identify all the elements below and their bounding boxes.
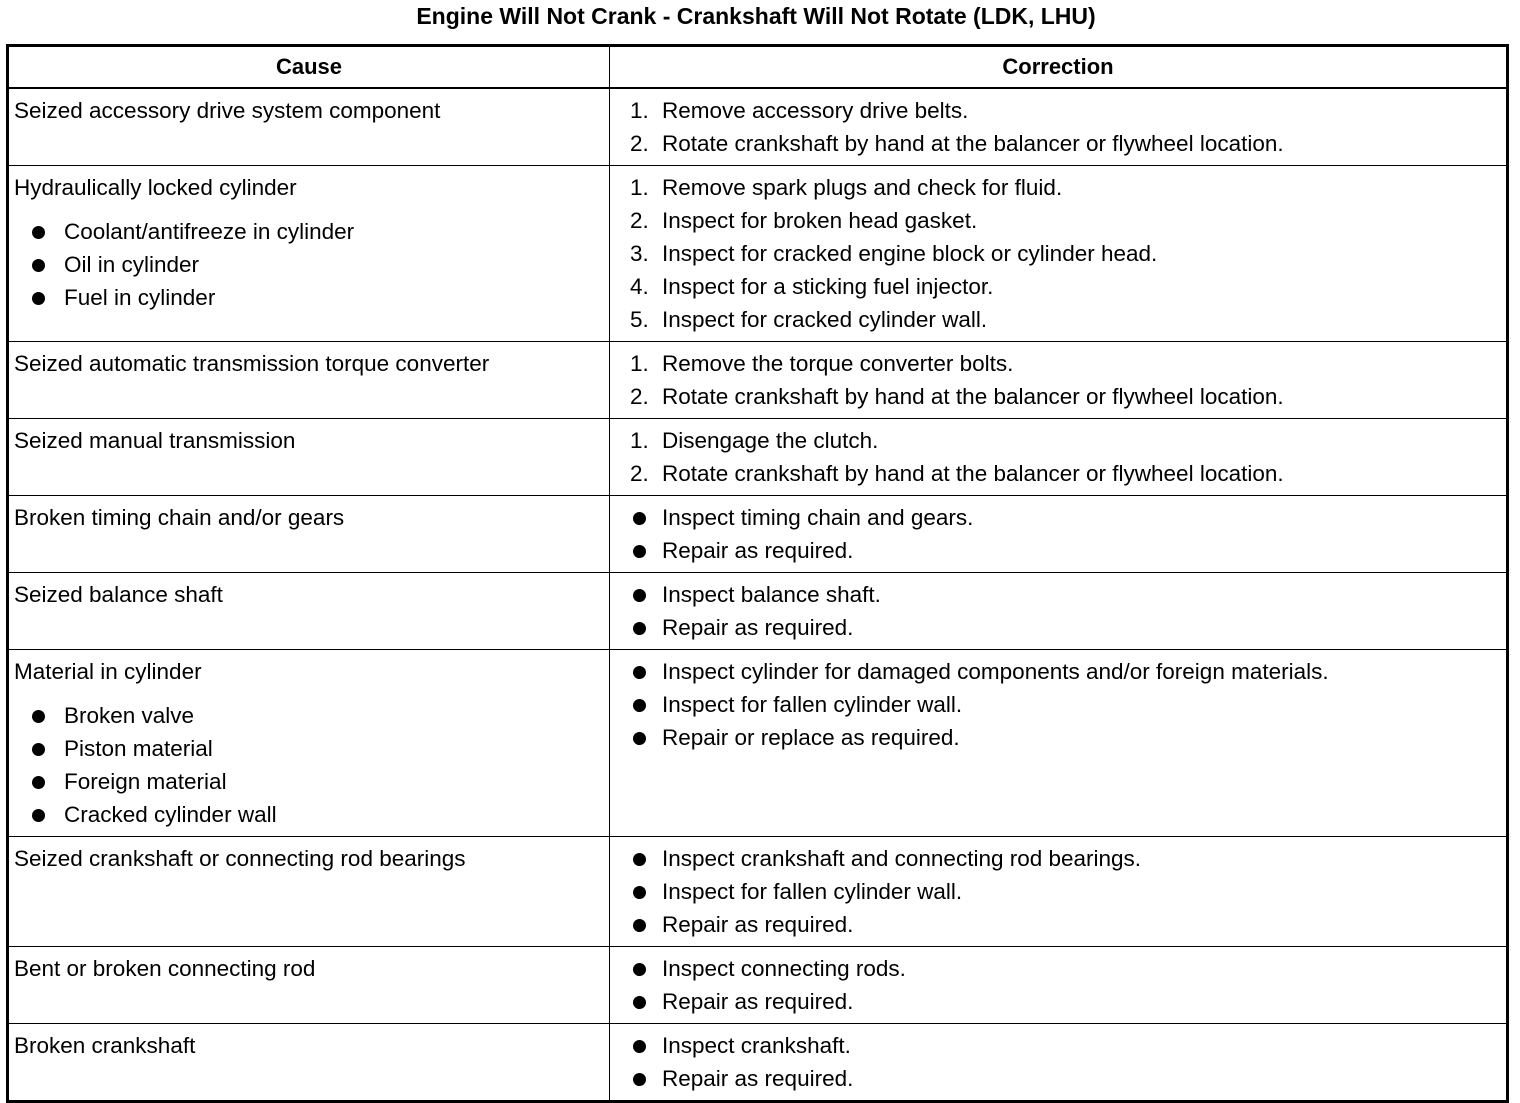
step-text: Inspect for fallen cylinder wall.: [662, 692, 963, 717]
correction-cell: [610, 573, 1508, 650]
correction-step: [630, 380, 1500, 413]
cause-text: Seized balance shaft: [14, 582, 223, 607]
step-text: Inspect for fallen cylinder wall.: [662, 879, 963, 904]
correction-step: [630, 204, 1500, 237]
correction-cell: [610, 88, 1508, 166]
numbered-step-list: [630, 347, 1500, 413]
step-number: 2.: [630, 208, 649, 233]
cause-text: Seized accessory drive system component: [14, 98, 441, 123]
cause-cell: [8, 88, 610, 166]
cause-cell: [8, 496, 610, 573]
step-text: Repair as required.: [662, 538, 854, 563]
cause-text: Material in cylinder: [14, 659, 202, 684]
step-text: Inspect for cracked cylinder wall.: [662, 307, 988, 332]
table-row: [8, 496, 1508, 573]
cause-cell: [8, 1024, 610, 1102]
cause-sub-list: [14, 699, 603, 831]
table-row: [8, 837, 1508, 947]
step-text: Inspect cylinder for damaged components and/or foreign materials.: [662, 659, 1329, 684]
correction-step: [630, 237, 1500, 270]
numbered-step-list: [630, 171, 1500, 336]
bulleted-step-list: [630, 1029, 1500, 1095]
step-text: Rotate crankshaft by hand at the balancer or flywheel location.: [662, 461, 1284, 486]
correction-step: [630, 688, 1500, 721]
correction-step: [630, 985, 1500, 1018]
step-text: Repair as required.: [662, 1066, 854, 1091]
correction-cell: [610, 947, 1508, 1024]
step-text: Remove the torque converter bolts.: [662, 351, 1014, 376]
cause-text: Bent or broken connecting rod: [14, 956, 316, 981]
step-number: 1.: [630, 351, 649, 376]
step-number: 1.: [630, 175, 649, 200]
page-title: Engine Will Not Crank - Crankshaft Will Not Rotate (LDK, LHU): [416, 3, 1096, 29]
bulleted-step-list: [630, 578, 1500, 644]
bulleted-step-list: [630, 842, 1500, 941]
step-text: Repair as required.: [662, 912, 854, 937]
cause-sub-item: Coolant/antifreeze in cylinder: [32, 215, 603, 248]
step-number: 3.: [630, 241, 649, 266]
correction-step: [630, 501, 1500, 534]
cause-cell: [8, 573, 610, 650]
correction-cell: [610, 1024, 1508, 1102]
header-cause: Cause: [8, 46, 610, 89]
table-row: [8, 342, 1508, 419]
correction-cell: [610, 650, 1508, 837]
correction-step: [630, 1062, 1500, 1095]
correction-cell: [610, 166, 1508, 342]
correction-step: [630, 424, 1500, 457]
table-row: [8, 88, 1508, 166]
table-body: [8, 88, 1508, 1102]
step-text: Repair or replace as required.: [662, 725, 960, 750]
troubleshooting-table: [6, 44, 1509, 1103]
cause-cell: [8, 166, 610, 342]
correction-step: [630, 952, 1500, 985]
step-text: Repair as required.: [662, 615, 854, 640]
cause-cell: [8, 342, 610, 419]
correction-step: [630, 655, 1500, 688]
step-text: Inspect crankshaft.: [662, 1033, 851, 1058]
bulleted-step-list: [630, 655, 1500, 754]
step-text: Remove spark plugs and check for fluid.: [662, 175, 1063, 200]
correction-cell: [610, 342, 1508, 419]
step-text: Inspect for a sticking fuel injector.: [662, 274, 994, 299]
step-text: Rotate crankshaft by hand at the balancer or flywheel location.: [662, 131, 1284, 156]
step-text: Inspect for broken head gasket.: [662, 208, 978, 233]
step-number: 1.: [630, 98, 649, 123]
cause-text: Seized manual transmission: [14, 428, 296, 453]
table-row: [8, 573, 1508, 650]
correction-step: [630, 842, 1500, 875]
correction-step: [630, 1029, 1500, 1062]
cause-text: Seized crankshaft or connecting rod bearings: [14, 846, 466, 871]
correction-step: [630, 611, 1500, 644]
correction-cell: [610, 496, 1508, 573]
correction-step: [630, 534, 1500, 567]
step-number: 1.: [630, 428, 649, 453]
step-text: Rotate crankshaft by hand at the balancer or flywheel location.: [662, 384, 1284, 409]
cause-text: Seized automatic transmission torque converter: [14, 351, 490, 376]
correction-step: [630, 578, 1500, 611]
cause-sub-item: Piston material: [32, 732, 603, 765]
step-text: Inspect balance shaft.: [662, 582, 881, 607]
cause-sub-list: [14, 215, 603, 314]
cause-text: Broken timing chain and/or gears: [14, 505, 345, 530]
correction-step: [630, 171, 1500, 204]
header-correction: Correction: [610, 46, 1508, 89]
step-number: 2.: [630, 131, 649, 156]
correction-step: [630, 127, 1500, 160]
cause-text: Hydraulically locked cylinder: [14, 175, 297, 200]
cause-cell: [8, 650, 610, 837]
correction-step: [630, 721, 1500, 754]
step-number: 5.: [630, 307, 649, 332]
cause-cell: [8, 837, 610, 947]
step-number: 2.: [630, 461, 649, 486]
step-number: 2.: [630, 384, 649, 409]
correction-step: [630, 908, 1500, 941]
correction-step: [630, 347, 1500, 380]
table-row: [8, 1024, 1508, 1102]
cause-sub-item: Broken valve: [32, 699, 603, 732]
header-row: [8, 46, 1508, 89]
cause-cell: [8, 947, 610, 1024]
correction-step: [630, 457, 1500, 490]
step-text: Repair as required.: [662, 989, 854, 1014]
step-text: Remove accessory drive belts.: [662, 98, 969, 123]
correction-cell: [610, 837, 1508, 947]
numbered-step-list: [630, 424, 1500, 490]
cause-cell: [8, 419, 610, 496]
step-text: Inspect connecting rods.: [662, 956, 906, 981]
step-text: Disengage the clutch.: [662, 428, 879, 453]
step-number: 4.: [630, 274, 649, 299]
table-row: [8, 419, 1508, 496]
bulleted-step-list: [630, 952, 1500, 1018]
bulleted-step-list: [630, 501, 1500, 567]
correction-step: [630, 875, 1500, 908]
table-row: [8, 166, 1508, 342]
cause-sub-item: Foreign material: [32, 765, 603, 798]
step-text: Inspect for cracked engine block or cylinder head.: [662, 241, 1158, 266]
step-text: Inspect timing chain and gears.: [662, 505, 974, 530]
cause-sub-item: Cracked cylinder wall: [32, 798, 603, 831]
correction-step: [630, 94, 1500, 127]
correction-step: [630, 270, 1500, 303]
cause-sub-item: Fuel in cylinder: [32, 281, 603, 314]
numbered-step-list: [630, 94, 1500, 160]
table-row: [8, 650, 1508, 837]
correction-cell: [610, 419, 1508, 496]
cause-sub-item: Oil in cylinder: [32, 248, 603, 281]
table-row: [8, 947, 1508, 1024]
correction-step: [630, 303, 1500, 336]
step-text: Inspect crankshaft and connecting rod bearings.: [662, 846, 1142, 871]
cause-text: Broken crankshaft: [14, 1033, 196, 1058]
